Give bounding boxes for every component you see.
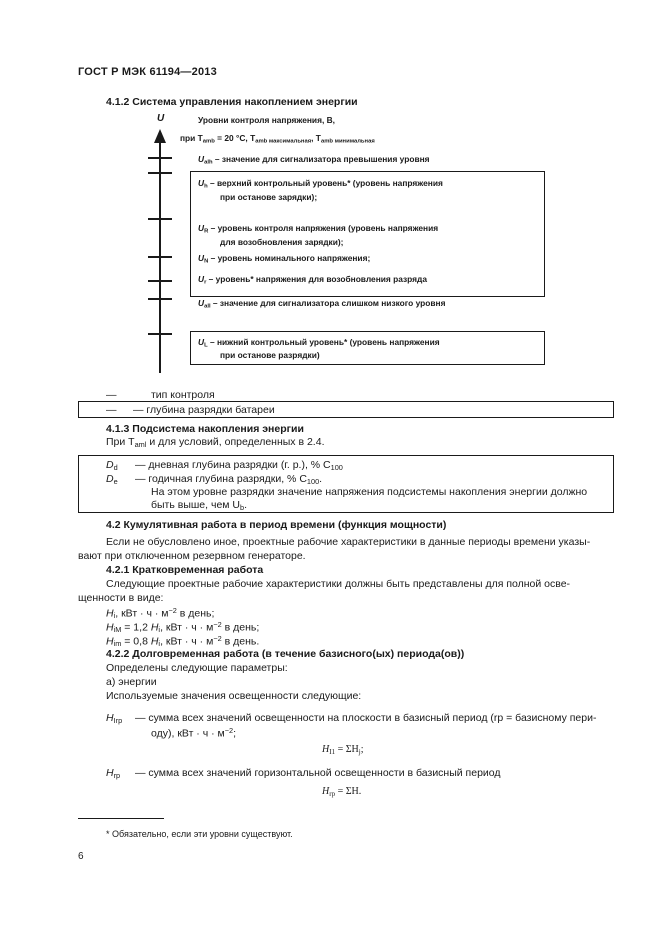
section-4-2-para-line2: вают при отключенном резервном генераторе. (78, 550, 306, 562)
section-4-2-2-title: 4.2.2 Долговременная работа (в течение базисного(ых) периода(ов)) (106, 648, 465, 660)
hi-definition: $H_i$, кВт · $ч \cdot м^{-2}$ в день; (106, 606, 215, 621)
section-4-2-title: 4.2 Кумулятивная работа в период времени (функция мощности) (106, 519, 447, 531)
axis-tick (148, 256, 172, 258)
axis-tick (148, 157, 172, 159)
axis-tick (148, 333, 172, 335)
level-u-alh: $U_{alh}$ – значение для сигнализатора превышения уровня (198, 154, 430, 166)
footnote-divider (78, 818, 164, 819)
section-4-1-3-intro: При $T_{aml}$ и для условий, определенных в 2.4. (106, 436, 325, 449)
equation-2: $H_{rp} = \Sigma H$. (322, 786, 362, 798)
hrp-text: — сумма всех значений горизонтальной освещенности в базисный период (135, 767, 501, 779)
de-symbol: $D_e$ (106, 473, 118, 486)
level-u-r-discharge: $U_r$ – уровень* напряжения для возобновления разряда (198, 274, 428, 286)
equation-1: $H_{I1} = \Sigma H_j$; (322, 744, 364, 756)
axis-tick (148, 218, 172, 220)
section-4-2-1-title: 4.2.1 Кратковременная работа (106, 564, 264, 576)
section-4-2-1-para-line2: щенности в виде: (78, 592, 164, 604)
dd-symbol: $D_d$ (106, 459, 118, 472)
footnote: * Обязательно, если эти уровни существуют. (106, 829, 293, 839)
level-u-h: $U_h$ – верхний контрольный уровень* (уровень напряжения (198, 178, 443, 190)
hirp-symbol: $H_{Irp}$ (106, 712, 123, 725)
control-type-text: тип контроля (151, 389, 215, 401)
section-4-2-2-para1: Определены следующие параметры: (106, 662, 288, 674)
level-u-r-control-cont: для возобновления зарядки); (220, 237, 344, 247)
hirp-text-line2: оду), кВт · $ч \cdot м^{-2}$; (151, 726, 237, 740)
axis-tick (148, 298, 172, 300)
him-definition: $H_{iM} = 1,2$ $H_i$, кВт · $ч \cdot м^{-2}$ в день; (106, 620, 260, 635)
section-4-1-3-title: 4.1.3 Подсистема накопления энергии (106, 423, 304, 435)
depth-dash: — (106, 404, 117, 416)
level-u-l-cont: при останове разрядки) (220, 350, 320, 360)
level-u-h-cont: при останове зарядки); (220, 192, 318, 202)
section-4-2-para-line1: Если не обусловлено иное, проектные рабочие характеристики в данные периоды времени указы- (106, 536, 591, 548)
dd-text: — дневная глубина разрядки (г. р.), % $С_{100}$ (135, 459, 343, 472)
level-u-r-control: $U_R$ – уровень контроля напряжения (уровень напряжения (198, 223, 439, 235)
level-u-all: $U_{all}$ – значение для сигнализатора слишком низкого уровня (198, 298, 446, 310)
axis-tick (148, 280, 172, 282)
section-4-2-2-item-a: а) энергии (106, 676, 157, 688)
diagram-title: Уровни контроля напряжения, В, (198, 115, 335, 125)
page-number: 6 (78, 851, 84, 862)
him-low-definition: $H_{im} = 0,8$ $H_i$, кВт · $ч \cdot м^{-2}$ в день. (106, 634, 260, 649)
document-header: ГОСТ Р МЭК 61194—2013 (78, 66, 217, 78)
de-note-line2: быть выше, чем $U_b$. (151, 499, 248, 512)
axis-label: U (157, 113, 165, 124)
de-note-line1: На этом уровне разрядки значение напряжения подсистемы накопления энергии должно (151, 486, 588, 498)
section-4-2-2-para3: Используемые значения освещенности следующие: (106, 690, 362, 702)
section-4-2-1-para-line1: Следующие проектные рабочие характеристики должны быть представлены для полной осве- (106, 578, 571, 590)
level-u-n: $U_N$ – уровень номинального напряжения; (198, 253, 371, 265)
de-text: — годичная глубина разрядки, % $С_{100}$. (135, 473, 323, 486)
hirp-text-line1: — сумма всех значений освещенности на плоскости в базисный период (rp = базисному пери- (135, 712, 597, 724)
axis-tick (148, 172, 172, 174)
control-type-dash: — (106, 389, 117, 401)
level-u-l: $U_L$ – нижний контрольный уровень* (уровень напряжения (198, 337, 440, 349)
section-4-1-2-title: 4.1.2 Система управления накоплением энергии (106, 96, 358, 108)
diagram-conditions: при $T_{amb} = 20$ °С, $T_{amb максимальная}$, $T_{amb минимальная}$ (180, 133, 375, 145)
hrp-symbol: $H_{rp}$ (106, 767, 121, 780)
depth-text: — глубина разрядки батареи (133, 404, 275, 416)
